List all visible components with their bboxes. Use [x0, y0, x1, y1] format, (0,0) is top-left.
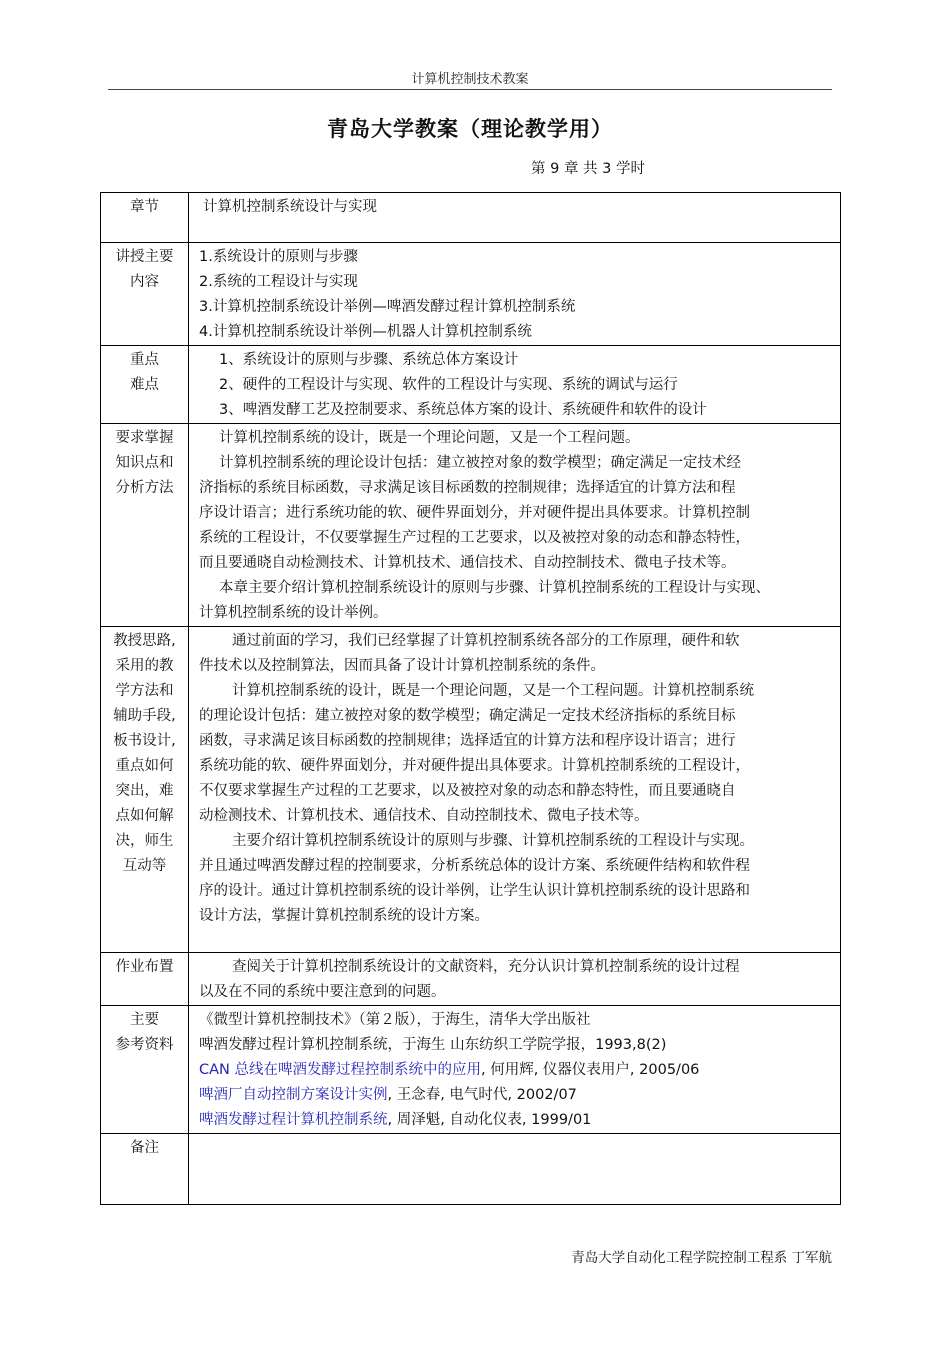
- chapter-value: [189, 193, 841, 243]
- running-header: 计算机控制技术教案: [411, 72, 529, 87]
- list-item: 2、硬件的工程设计与实现、软件的工程设计与实现、系统的调试与运行: [219, 377, 678, 393]
- row-key-points: [101, 346, 841, 424]
- label-line: 决，师生: [115, 833, 174, 849]
- row-chapter: [101, 193, 841, 243]
- text-line: 而且要通晓自动检测技术、计算机技术、通信技术、自动控制技术、微电子技术等。: [199, 555, 736, 571]
- reference-item: [199, 1058, 840, 1083]
- label-line: 主要: [130, 1012, 159, 1028]
- row-homework: [101, 953, 841, 1006]
- reference-details: , 周泽魁, 自动化仪表, 1999/01: [387, 1112, 592, 1128]
- header-rule: [108, 89, 832, 90]
- document-title: 青岛大学教案（理论教学用）: [327, 117, 613, 141]
- text-line: 计算机控制系统的设计，既是一个理论问题，又是一个工程问题。计算机控制系统: [232, 683, 754, 699]
- homework-text: [189, 953, 841, 1006]
- remarks-value: [189, 1134, 841, 1205]
- chapter-hours: 第 9 章 共 3 学时: [531, 161, 645, 177]
- reference-item: 啤酒发酵过程计算机控制系统，于海生 山东纺织工学院学报，1993,8(2): [199, 1037, 667, 1053]
- text-line: 不仅要求掌握生产过程的工艺要求，以及被控对象的动态和静态特性，而且要通晓自: [199, 783, 736, 799]
- label-line: 要求掌握: [115, 430, 174, 446]
- text-line: 件技术以及控制算法，因而具备了设计计算机控制系统的条件。: [199, 658, 605, 674]
- reference-item: [199, 1108, 840, 1133]
- row-teaching-approach: [101, 627, 841, 953]
- text-line: 查阅关于计算机控制系统设计的文献资料，充分认识计算机控制系统的设计过程: [232, 959, 740, 975]
- reference-details: , 何用辉, 仪器仪表用户, 2005/06: [481, 1062, 700, 1078]
- references-label: [101, 1006, 189, 1134]
- label-line: 学方法和: [115, 683, 174, 699]
- page-footer: 青岛大学自动化工程学院控制工程系 丁军航: [571, 1250, 832, 1266]
- text-line: 计算机控制系统的设计，既是一个理论问题，又是一个工程问题。: [219, 430, 640, 446]
- row-main-content: [101, 243, 841, 346]
- text-line: 设计方法，掌握计算机控制系统的设计方案。: [199, 908, 489, 924]
- list-item: 3.计算机控制系统设计举例—啤酒发酵过程计算机控制系统: [199, 299, 576, 315]
- text-line: 并且通过啤酒发酵过程的控制要求，分析系统总体的设计方案、系统硬件结构和软件程: [199, 858, 750, 874]
- reference-link[interactable]: 啤酒发酵过程计算机控制系统: [199, 1112, 388, 1128]
- label-line: 重点如何: [115, 758, 174, 774]
- requirements-text: [189, 424, 841, 627]
- text-line: 的理论设计包括：建立被控对象的数学模型；确定满足一定技术经济指标的系统目标: [199, 708, 736, 724]
- text-line: 通过前面的学习，我们已经掌握了计算机控制系统各部分的工作原理，硬件和软: [232, 633, 740, 649]
- row-remarks: [101, 1134, 841, 1205]
- key-points-label: [101, 346, 189, 424]
- requirements-label: [101, 424, 189, 627]
- text-line: 主要介绍计算机控制系统设计的原则与步骤、计算机控制系统的工程设计与实现。: [232, 833, 754, 849]
- teaching-approach-label: [101, 627, 189, 953]
- reference-item: 《微型计算机控制技术》（第２版），于海生，清华大学出版社: [199, 1012, 591, 1028]
- text-line: 以及在不同的系统中要注意到的问题。: [199, 984, 446, 1000]
- label-line: 辅助手段,: [113, 708, 176, 724]
- row-references: [101, 1006, 841, 1134]
- label-line: 教授思路,: [113, 633, 176, 649]
- reference-link[interactable]: CAN 总线在啤酒发酵过程控制系统中的应用: [199, 1062, 481, 1078]
- label-line: 内容: [130, 274, 159, 290]
- reference-link[interactable]: 啤酒厂自动控制方案设计实例: [199, 1087, 388, 1103]
- label-line: 点如何解: [115, 808, 174, 824]
- list-item: 1、系统设计的原则与步骤、系统总体方案设计: [219, 352, 519, 368]
- text-line: 济指标的系统目标函数，寻求满足该目标函数的控制规律；选择适宜的计算方法和程: [199, 480, 736, 496]
- list-item: 3、啤酒发酵工艺及控制要求、系统总体方案的设计、系统硬件和软件的设计: [219, 402, 707, 418]
- text-line: 计算机控制系统的设计举例。: [199, 605, 388, 621]
- text-line: 序设计语言；进行系统功能的软、硬件界面划分，并对硬件提出具体要求。计算机控制: [199, 505, 750, 521]
- lesson-plan-table: [100, 192, 841, 1205]
- text-line: 本章主要介绍计算机控制系统设计的原则与步骤、计算机控制系统的工程设计与实现、: [219, 580, 770, 596]
- reference-item: [199, 1083, 840, 1108]
- label-line: 难点: [130, 377, 159, 393]
- label-line: 采用的教: [115, 658, 174, 674]
- label-line: 互动等: [122, 858, 167, 874]
- label-line: 讲授主要: [115, 249, 174, 265]
- references-list: [189, 1006, 841, 1134]
- text-line: 计算机控制系统的理论设计包括：建立被控对象的数学模型；确定满足一定技术经: [219, 455, 741, 471]
- text-line: 序的设计。通过计算机控制系统的设计举例，让学生认识计算机控制系统的设计思路和: [199, 883, 750, 899]
- list-item: 4.计算机控制系统设计举例—机器人计算机控制系统: [199, 324, 532, 340]
- label-line: 参考资料: [115, 1037, 174, 1053]
- label-line: 知识点和: [115, 455, 174, 471]
- label-line: 分析方法: [115, 480, 174, 496]
- homework-label: 作业布置: [101, 953, 189, 1006]
- list-item: 1.系统设计的原则与步骤: [199, 249, 358, 265]
- key-points-list: [189, 346, 841, 424]
- reference-details: , 王念春, 电气时代, 2002/07: [387, 1087, 577, 1103]
- text-line: 函数，寻求满足该目标函数的控制规律；选择适宜的计算方法和程序设计语言；进行: [199, 733, 736, 749]
- main-content-label: [101, 243, 189, 346]
- list-item: 2.系统的工程设计与实现: [199, 274, 358, 290]
- chapter-title: 计算机控制系统设计与实现: [203, 199, 377, 215]
- teaching-approach-text: [189, 627, 841, 953]
- label-line: 板书设计,: [113, 733, 176, 749]
- label-line: 重点: [130, 352, 159, 368]
- text-line: 系统功能的软、硬件界面划分，并对硬件提出具体要求。计算机控制系统的工程设计，: [199, 758, 750, 774]
- chapter-label: 章节: [101, 193, 189, 243]
- text-line: 动检测技术、计算机技术、通信技术、自动控制技术、微电子技术等。: [199, 808, 649, 824]
- text-line: 系统的工程设计，不仅要掌握生产过程的工艺要求，以及被控对象的动态和静态特性，: [199, 530, 750, 546]
- remarks-label: 备注: [101, 1134, 189, 1205]
- main-content-list: [189, 243, 841, 346]
- label-line: 突出，难: [115, 783, 174, 799]
- row-requirements: [101, 424, 841, 627]
